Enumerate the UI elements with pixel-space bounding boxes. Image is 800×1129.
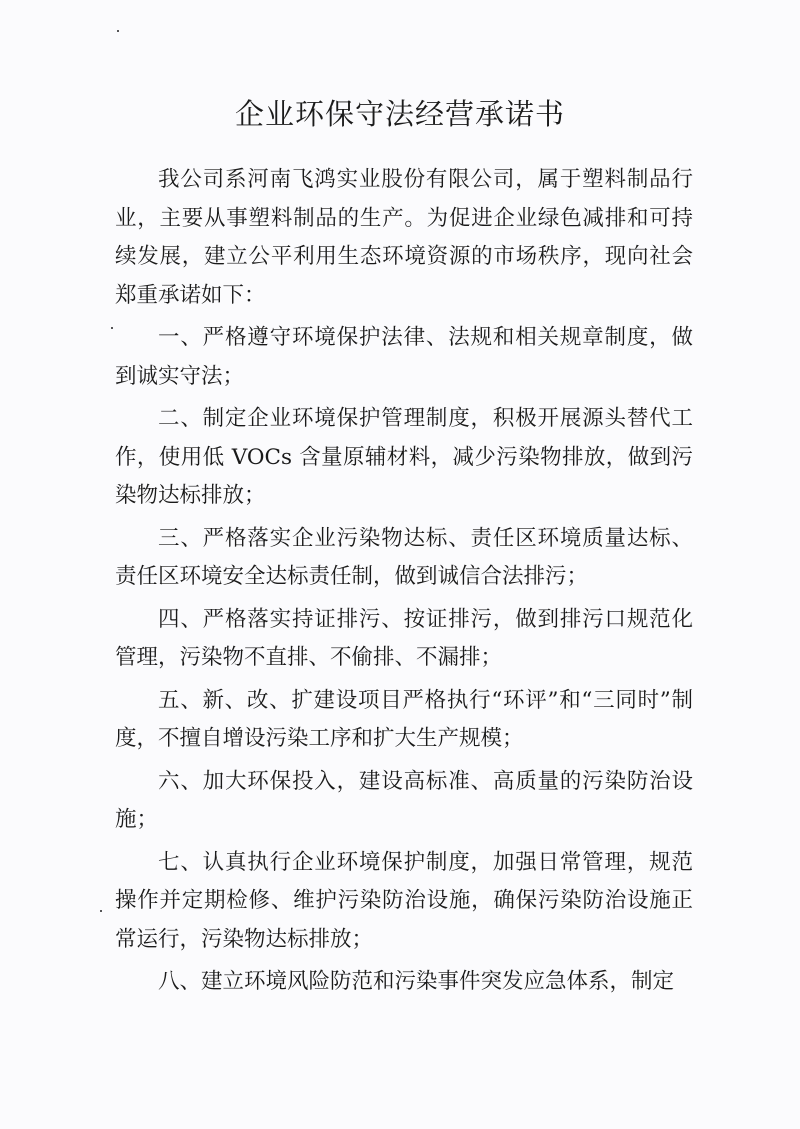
commitment-item-8: 八、建立环境风险防范和污染事件突发应急体系，制定	[158, 969, 675, 994]
scan-speck	[100, 910, 102, 912]
commitment-item-4: 四、严格落实持证排污、按证排污，做到排污口规范化管理，污染物不直排、不偷排、不漏排；	[115, 606, 693, 670]
intro-paragraph: 我公司系河南飞鸿实业股份有限公司，属于塑料制品行业，主要从事塑料制品的生产。为促进企业绿色减排和可持续发展，建立公平利用生态环境资源的市场秩序，现向社会郑重承诺如下：	[115, 167, 693, 308]
document-body	[115, 161, 693, 1002]
commitment-item-2: 二、制定企业环境保护管理制度，积极开展源头替代工作，使用低 VOCs 含量原辅材料，减少污染物排放，做到污染物达标排放；	[115, 406, 693, 508]
commitment-item-3: 三、严格落实企业污染物达标、责任区环境质量达标、责任区环境安全达标责任制，做到诚信合法排污；	[115, 525, 693, 589]
commitment-item-5: 五、新、改、扩建设项目严格执行“环评”和“三同时”制度，不擅自增设污染工序和扩大生产规模；	[115, 687, 693, 751]
scan-speck	[111, 327, 113, 329]
commitment-item-1: 一、严格遵守环境保护法律、法规和相关规章制度，做到诚实守法；	[115, 325, 693, 389]
document-title: 企业环保守法经营承诺书	[234, 97, 565, 131]
commitment-item-7: 七、认真执行企业环境保护制度，加强日常管理，规范操作并定期检修、维护污染防治设施，确保污染防治设施正常运行，污染物达标排放；	[115, 849, 693, 952]
scan-speck	[117, 30, 119, 32]
commitment-item-6: 六、加大环保投入，建设高标准、高质量的污染防治设施；	[115, 768, 693, 832]
